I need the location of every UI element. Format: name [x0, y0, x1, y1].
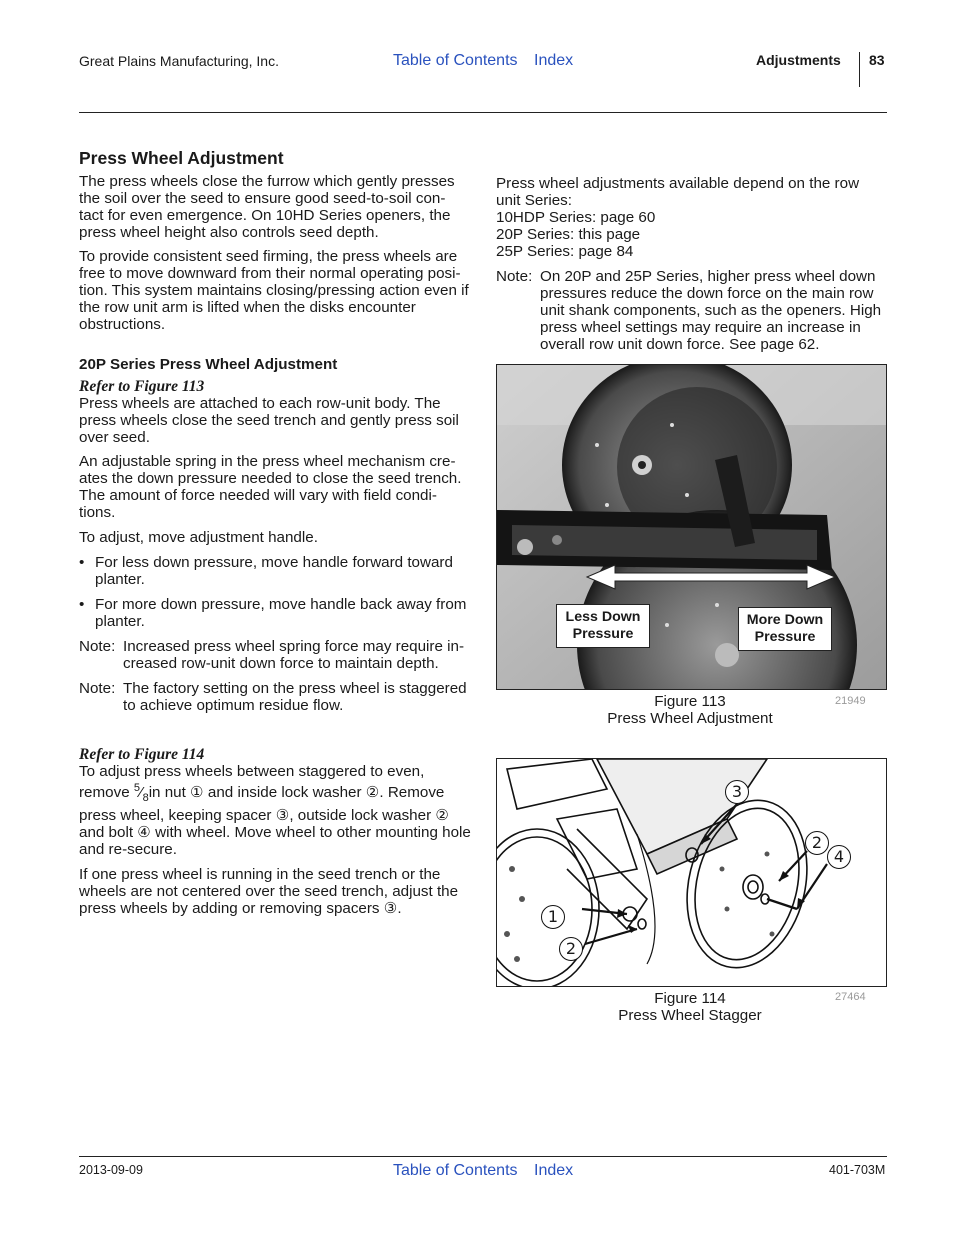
paragraph-adjust-stagger: To adjust press wheels between staggered to even, remove $^5⁄_8in$ nut ① and inside lock washer ②. Remove press wheel, keeping spacer ③, outside lock washer ② and bolt ④ with wheel. Move wheel to other mounting hole and re-secure.	[79, 763, 471, 859]
intro-paragraph-1: The press wheels close the furrow which gently presses the soil over the seed to ensure good seed-to-soil con- tact for even emergence. On 10HD Series openers, the press wheel height also controls seed depth.	[79, 173, 455, 241]
figure-113-photo	[496, 364, 887, 690]
press-wheel-stagger-drawing	[497, 759, 886, 986]
bullet-more-pressure: • For more down pressure, move handle back away from planter.	[79, 596, 467, 630]
series-intro-cont: unit Series:	[496, 192, 572, 209]
header-rule	[79, 112, 887, 113]
lock-washer	[638, 919, 646, 929]
note-spring-force: Note: Increased press wheel spring force may require in- creased row-unit down force to maintain depth.	[79, 638, 465, 672]
figure-113-reference: Refer to Figure 113	[79, 378, 205, 395]
company-name: Great Plains Manufacturing, Inc.	[79, 53, 279, 69]
label-less-down-pressure: Less Down Pressure	[556, 604, 650, 648]
right-column	[496, 175, 888, 353]
bullet-less-pressure: • For less down pressure, move handle forward toward planter.	[79, 554, 453, 588]
label-more-down-pressure: More Down Pressure	[738, 607, 832, 651]
callout-2-right: 2	[805, 831, 829, 855]
figure-113-id: 21949	[835, 695, 866, 707]
paragraph-press-wheels-attached: Press wheels are attached to each row-unit body. The press wheels close the seed trench and gently press soil over seed.	[79, 395, 459, 446]
figure-114-title: Press Wheel Stagger	[618, 1007, 762, 1024]
header-divider	[859, 52, 860, 87]
figure-113-caption	[560, 693, 820, 727]
figure-113-title: Press Wheel Adjustment	[607, 710, 773, 727]
callout-1: 1	[541, 905, 565, 929]
series-25p: 25P Series: page 84	[496, 243, 634, 260]
toc-link-header[interactable]: Table of Contents	[393, 52, 518, 69]
index-link-header[interactable]: Index	[534, 52, 574, 69]
subsection-title: 20P Series Press Wheel Adjustment	[79, 356, 338, 373]
footer-rule	[79, 1156, 887, 1157]
page-number: 83	[869, 52, 885, 68]
section-name: Adjustments	[756, 52, 841, 68]
series-10hdp: 10HDP Series: page 60	[496, 209, 656, 226]
toc-link-footer[interactable]: Table of Contents	[393, 1162, 518, 1179]
figure-114-drawing	[496, 758, 887, 987]
paragraph-adjustable-spring: An adjustable spring in the press wheel mechanism cre- ates the down pressure needed to close the seed trench. The amount of force needed will vary with field condi- tions.	[79, 453, 462, 521]
note-down-pressures: Note: On 20P and 25P Series, higher press wheel down pressures reduce the down force on the main row unit shank components, such as the openers. High press wheel settings may require an increase in overall row unit down force. See page 62.	[496, 268, 882, 353]
callout-4: 4	[827, 845, 851, 869]
series-20p: 20P Series: this page	[496, 226, 641, 243]
figure-114-id: 27464	[835, 991, 866, 1003]
figure-114-number: Figure 114	[654, 990, 726, 1007]
footer-doc-number: 401-703M	[829, 1163, 886, 1177]
intro-paragraph-2: To provide consistent seed firming, the press wheels are free to move downward from their normal operating posi- tion. This system maintains closing/pressing action even if the row unit arm is lifted when the disks encounter obstructions.	[79, 248, 469, 333]
section-title: Press Wheel Adjustment	[79, 148, 284, 168]
footer-date: 2013-09-09	[79, 1163, 143, 1177]
note-factory-setting: Note: The factory setting on the press wheel is staggered to achieve optimum residue flow.	[79, 680, 467, 714]
paragraph-to-adjust: To adjust, move adjustment handle.	[79, 529, 318, 546]
callout-2-left: 2	[559, 937, 583, 961]
series-intro: Press wheel adjustments available depend on the row	[496, 175, 860, 192]
figure-114-reference: Refer to Figure 114	[79, 746, 205, 763]
figure-114-caption	[560, 990, 820, 1024]
paragraph-spacers: If one press wheel is running in the seed trench or the wheels are not centered over the seed trench, adjust the press wheels by adding or removing spacers ③.	[79, 866, 459, 918]
left-column	[79, 150, 471, 917]
figure-113-number: Figure 113	[654, 693, 726, 710]
index-link-footer[interactable]: Index	[534, 1162, 574, 1179]
callout-3: 3	[725, 780, 749, 804]
